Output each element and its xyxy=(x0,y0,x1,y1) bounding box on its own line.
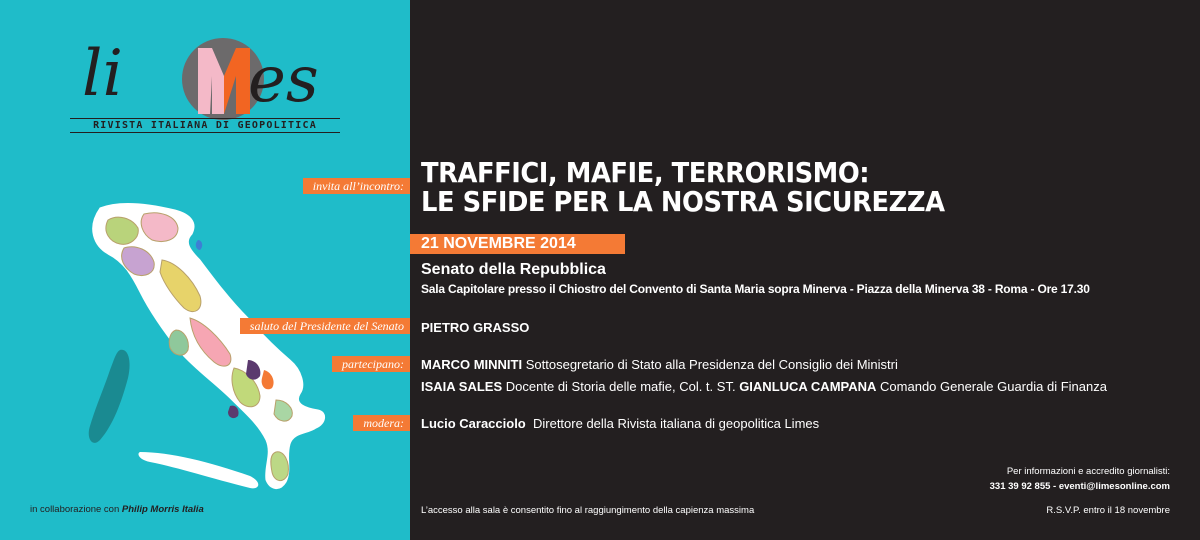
logo-m-icon xyxy=(196,46,252,114)
collaboration-note xyxy=(30,504,204,515)
limes-logo xyxy=(70,28,340,138)
access-note: L’accesso alla sala è consentito fino al raggiungimento della capienza massima xyxy=(421,505,755,516)
contact-info: 331 39 92 855 - eventi@limesonline.com xyxy=(989,481,1170,492)
collab-partner: Philip Morris Italia xyxy=(121,504,204,515)
participant-role-2: Comando Generale Guardia di Finanza xyxy=(880,379,1107,394)
participant-role: Docente di Storia delle mafie, Col. t. ST. xyxy=(505,379,736,394)
headline-line2: LE SFIDE PER LA NOSTRA SICUREZZA xyxy=(421,185,945,218)
participant-name: MARCO MINNITI xyxy=(421,357,523,372)
tag-invite: invita all’incontro: xyxy=(303,178,410,194)
venue-detail: Sala Capitolare presso il Chiostro del Convento di Santa Maria sopra Minerva - Piazza della Minerva 38 - Roma - Ore 17.30 xyxy=(421,282,1090,296)
rsvp-note: R.S.V.P. entro il 18 novembre xyxy=(1046,505,1170,516)
moderator-role: Direttore della Rivista italiana di geopolitica Limes xyxy=(532,416,820,431)
logo-subtitle: RIVISTA ITALIANA DI GEOPOLITICA xyxy=(70,118,340,133)
italy-map-illustration xyxy=(80,200,400,500)
participant-name: ISAIA SALES xyxy=(421,379,503,394)
venue-title: Senato della Repubblica xyxy=(421,261,606,278)
moderator-line xyxy=(421,416,819,431)
tag-participants: partecipano: xyxy=(332,356,410,372)
tag-moderator: modera: xyxy=(353,415,410,431)
info-label: Per informazioni e accredito giornalisti: xyxy=(1006,466,1170,477)
participant-row xyxy=(421,379,1107,394)
moderator-name: Lucio Caracciolo xyxy=(421,416,526,431)
event-date: 21 NOVEMBRE 2014 xyxy=(410,234,625,254)
president-line xyxy=(421,320,529,335)
participant-role: Sottosegretario di Stato alla Presidenza del Consiglio dei Ministri xyxy=(525,357,898,372)
logo-text-li: li xyxy=(82,37,123,111)
headline-line1: TRAFFICI, MAFIE, TERRORISMO: xyxy=(421,156,870,189)
tag-greeting: saluto del Presidente del Senato xyxy=(240,318,410,334)
participant-row xyxy=(421,357,898,372)
collab-prefix: in collaborazione con xyxy=(30,504,120,515)
participant-name-2: GIANLUCA CAMPANA xyxy=(739,379,877,394)
president-name: PIETRO GRASSO xyxy=(421,320,530,335)
logo-text-es: es xyxy=(248,43,319,117)
headline xyxy=(421,158,945,216)
